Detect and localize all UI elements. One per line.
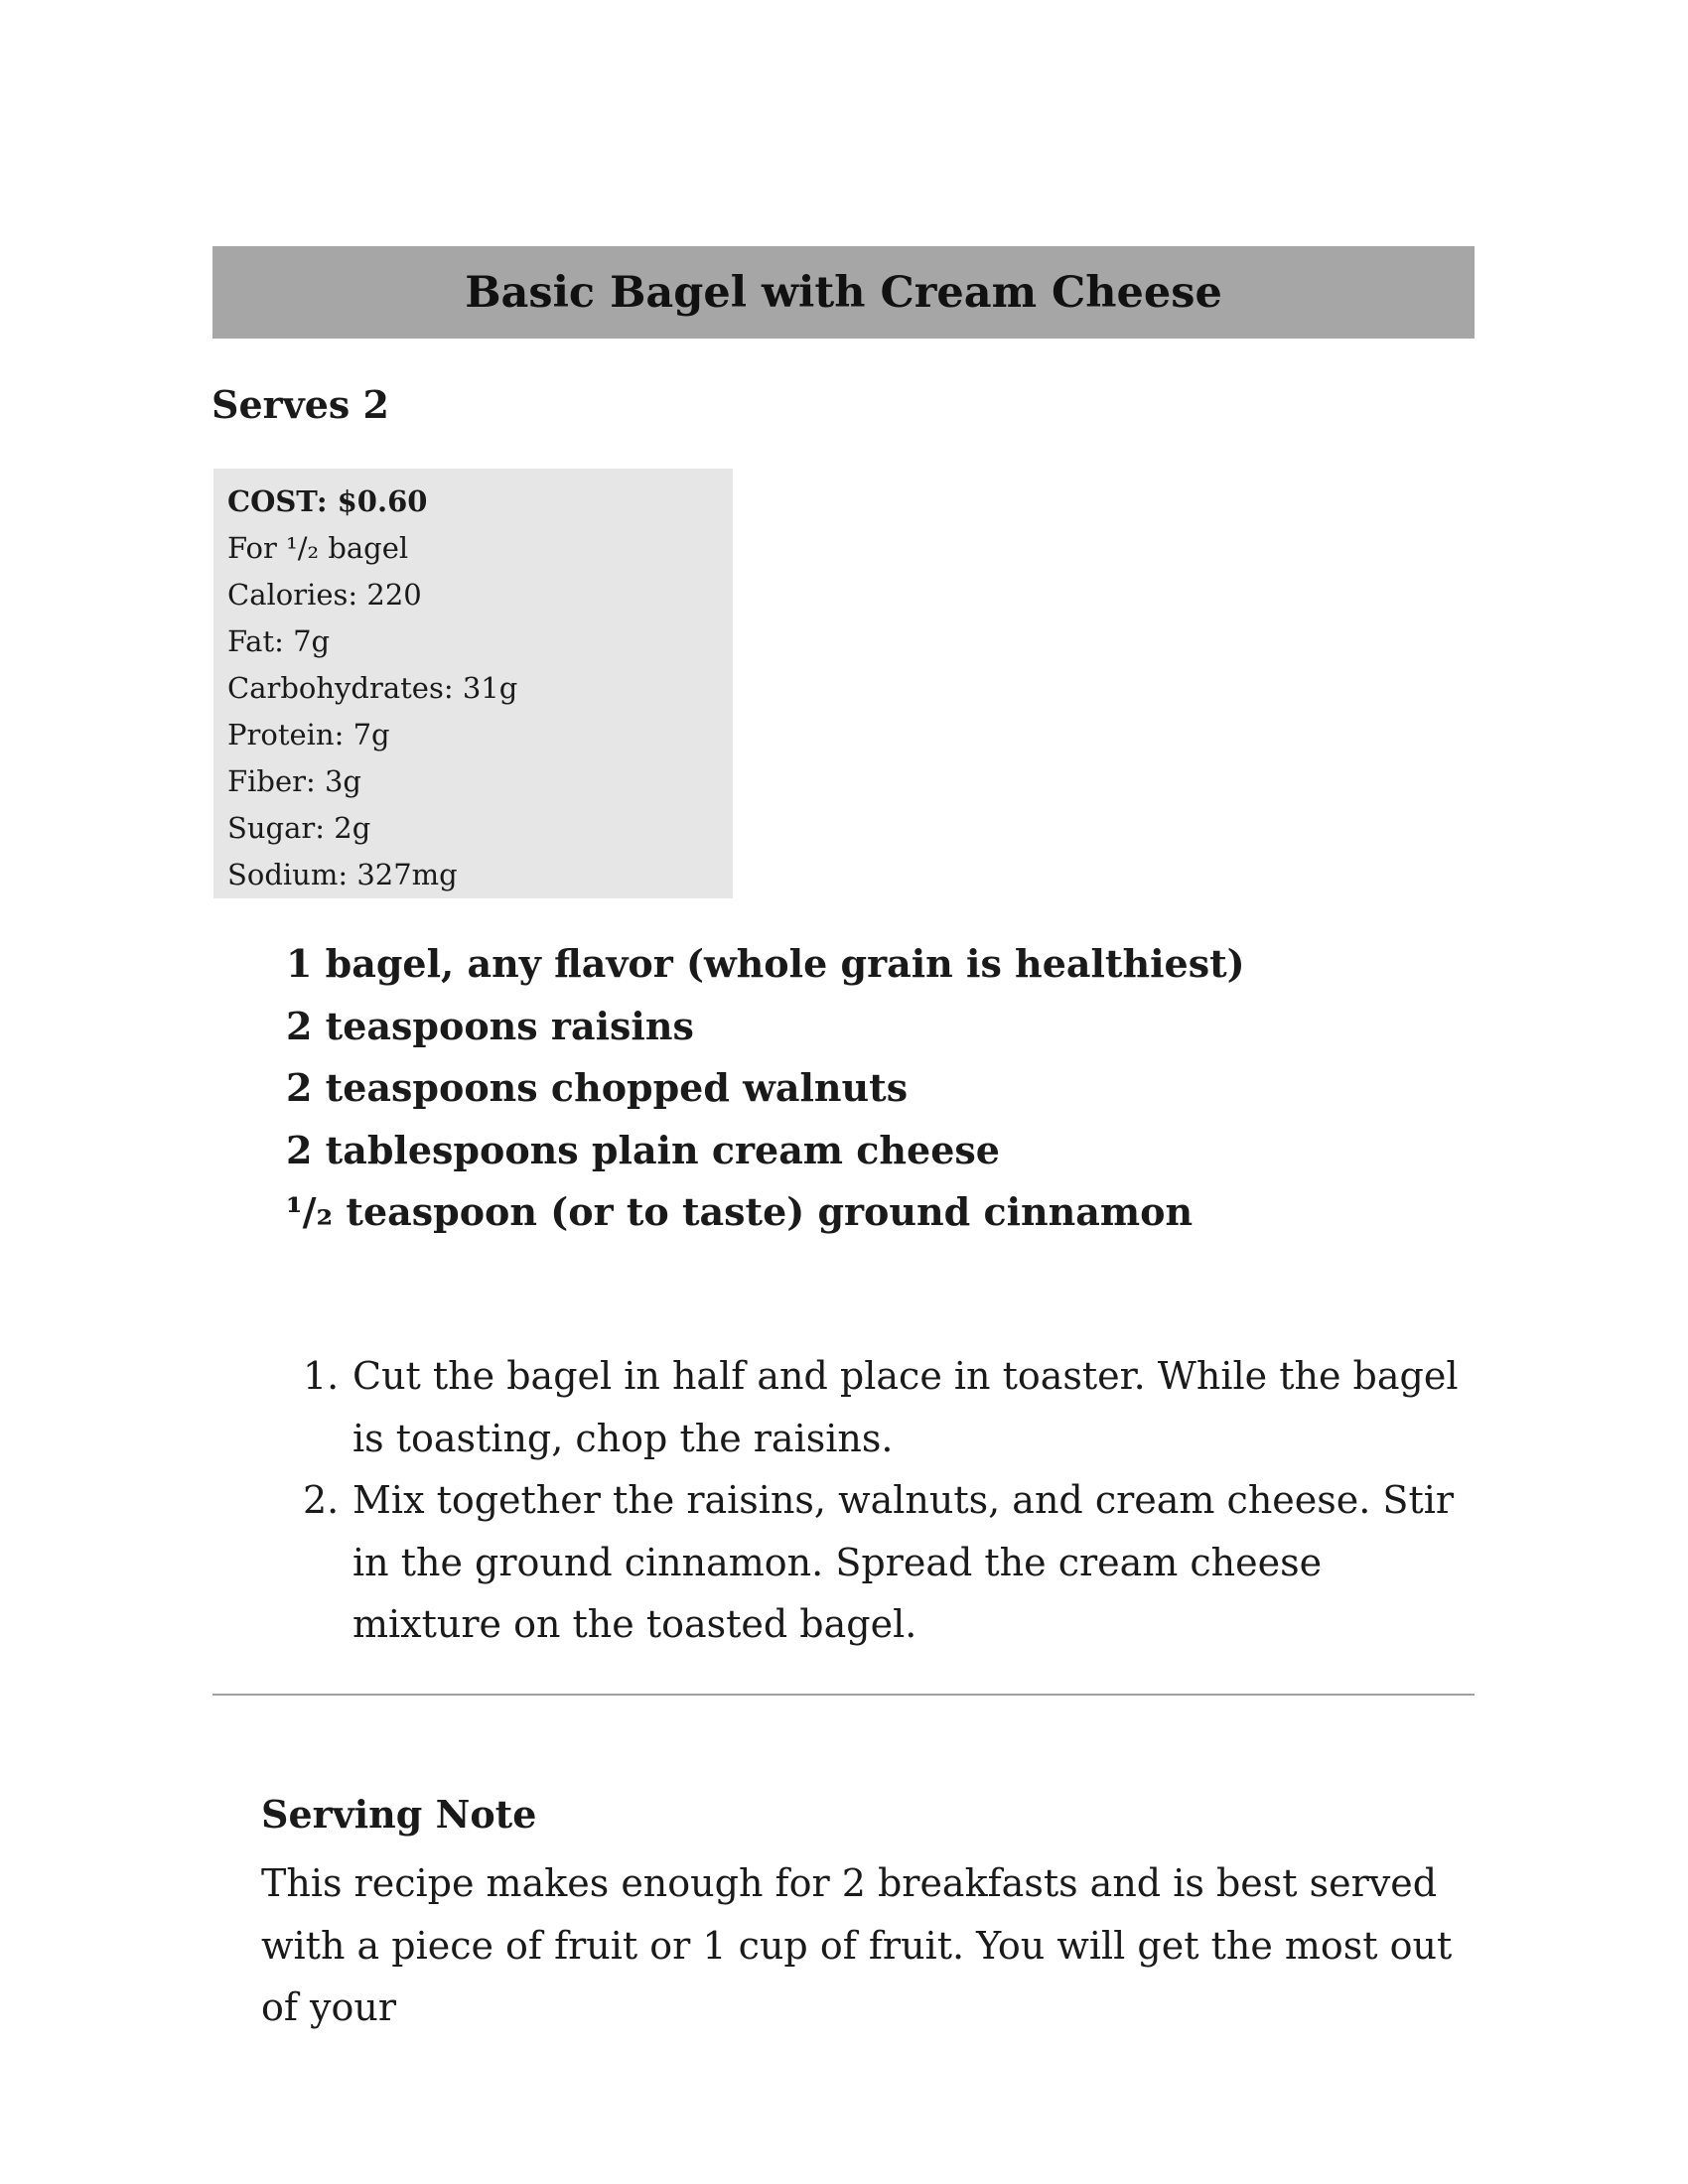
nutrition-line-calories: Calories: 220 (227, 578, 422, 612)
directions-list (298, 1345, 1470, 1656)
step-number: 2. (303, 1478, 340, 1522)
nutrition-box (213, 469, 733, 898)
nutrition-line-protein: Protein: 7g (227, 718, 390, 751)
nutrition-line-sodium: Sodium: 327mg (227, 858, 458, 891)
serves-label: Serves 2 (211, 382, 389, 427)
nutrition-line-fat: Fat: 7g (227, 624, 331, 658)
section-divider (212, 1694, 1475, 1696)
ingredient-item: 2 teaspoons raisins (286, 1003, 694, 1048)
nutrition-line-sugar: Sugar: 2g (227, 811, 371, 845)
recipe-title: Basic Bagel with Cream Cheese (465, 267, 1222, 318)
serving-note-text: This recipe makes enough for 2 breakfasts and is best served with a piece of fruit or 1 cup of fruit. You will get the most out of your (261, 1861, 1453, 2029)
nutrition-line-carbohydrates: Carbohydrates: 31g (227, 671, 518, 705)
ingredients-list (286, 933, 1245, 1244)
step-text: Cut the bagel in half and place in toaster. While the bagel is toasting, chop the raisins. (352, 1354, 1459, 1460)
serving-note-heading: Serving Note (261, 1792, 537, 1837)
ingredient-item: 2 teaspoons chopped walnuts (286, 1065, 909, 1110)
recipe-title-bar (212, 246, 1475, 339)
ingredient-item: 1 bagel, any flavor (whole grain is healthiest) (286, 941, 1245, 986)
cost-line: COST: $0.60 (227, 484, 428, 518)
step-number: 1. (303, 1354, 340, 1398)
nutrition-line-fiber: Fiber: 3g (227, 764, 361, 798)
direction-step (298, 1345, 1470, 1469)
step-text: Mix together the raisins, walnuts, and cream cheese. Stir in the ground cinnamon. Spread the cream cheese mixture on the toasted bagel. (352, 1478, 1455, 1646)
ingredient-item: ¹/₂ teaspoon (or to taste) ground cinnamon (286, 1189, 1194, 1234)
direction-step (298, 1469, 1470, 1656)
ingredient-item: 2 tablespoons plain cream cheese (286, 1127, 1000, 1172)
nutrition-line-portion: For ¹/₂ bagel (227, 531, 409, 565)
